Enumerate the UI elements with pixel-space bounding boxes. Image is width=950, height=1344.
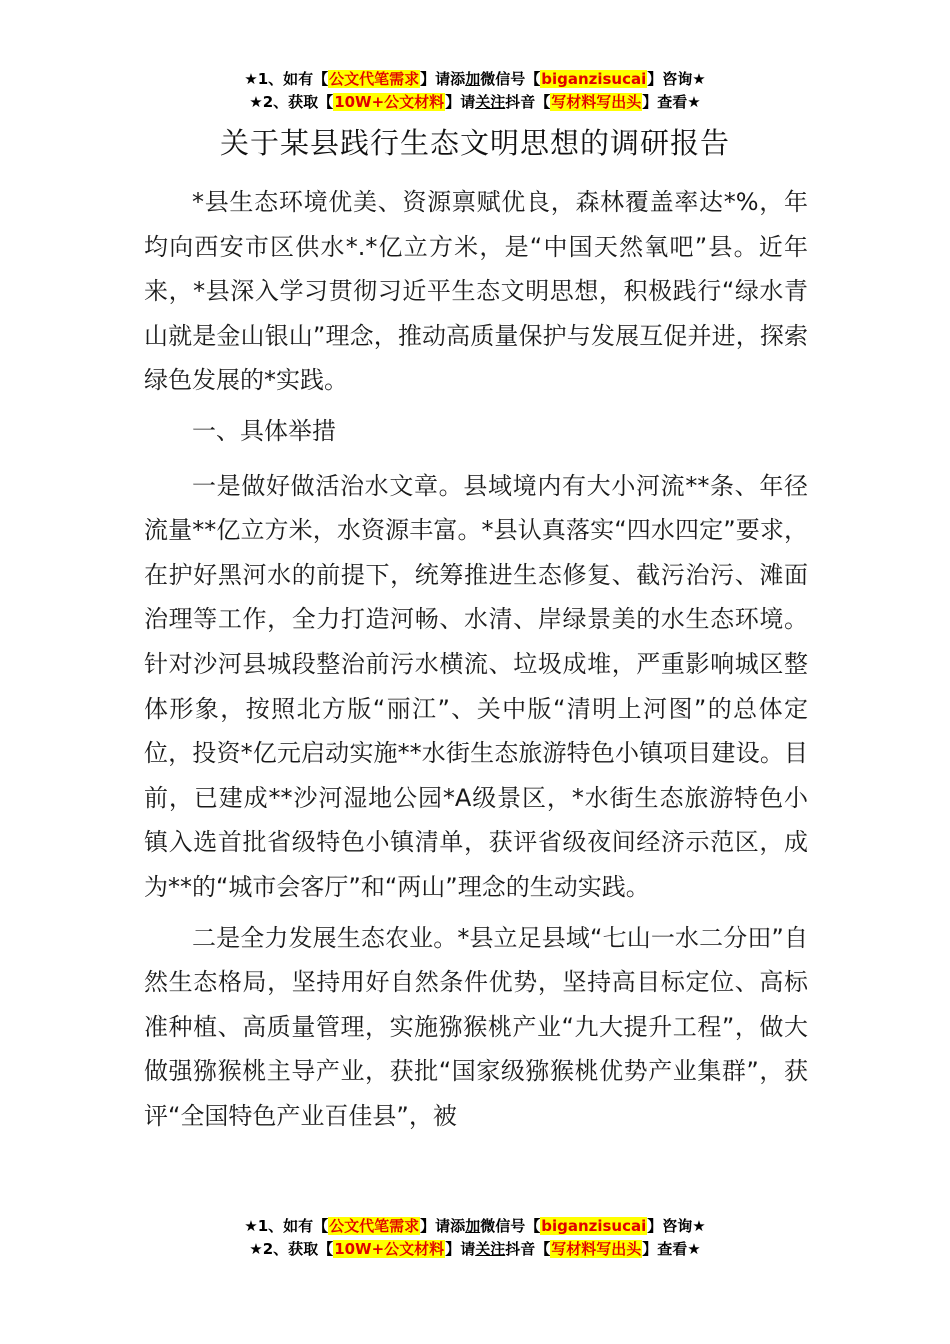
banner-text: ★2、获取【 bbox=[249, 1240, 334, 1258]
banner-text: 】查看★ bbox=[642, 1240, 701, 1258]
banner-line-2 bbox=[0, 91, 950, 114]
banner-highlight: 写材料写出头 bbox=[551, 1240, 642, 1258]
banner-highlight: 公文代笔需求 bbox=[329, 1217, 420, 1235]
banner-highlight: biganzisucai bbox=[541, 1217, 647, 1235]
banner-highlight: 写材料写出头 bbox=[551, 93, 642, 111]
paragraph-intro: *县生态环境优美、资源禀赋优良，森林覆盖率达*%，年均向西安市区供水*.*亿立方米，是“中国天然氧吧”县。近年来，*县深入学习贯彻习近平生态文明思想，积极践行“绿水青山就是金山银山”理念，推动高质量保护与发展互促并进，探索绿色发展的*实践。 bbox=[144, 188, 808, 395]
banner-text: 】请 bbox=[445, 93, 476, 111]
footer-banner bbox=[0, 1215, 950, 1261]
banner-text: ★1、如有【 bbox=[244, 70, 329, 88]
banner-text: 抖音【 bbox=[505, 93, 551, 111]
paragraph-measure-1: 一是做好做活治水文章。县域境内有大小河流**条、年径流量**亿立方米，水资源丰富。*县认真落实“四水四定”要求，在护好黑河水的前提下，统筹推进生态修复、截污治污、滩面治理等工作，全力打造河畅、水清、岸绿景美的水生态环境。针对沙河县城段整治前污水横流、垃圾成堆，严重影响城区整体形象，按照北方版“丽江”、关中版“清明上河图”的总体定位，投资*亿元启动实施**水街生态旅游特色小镇项目建设。目前，已建成**沙河湿地公园*A级景区，*水街生态旅游特色小镇入选首批省级特色小镇清单，获评省级夜间经济示范区，成为**的“城市会客厅”和“两山”理念的生动实践。 bbox=[144, 471, 808, 901]
banner-text: 】请 bbox=[445, 1240, 476, 1258]
banner-line-1 bbox=[0, 1215, 950, 1238]
banner-text: 】咨询★ bbox=[647, 70, 706, 88]
banner-text: 微信号【 bbox=[480, 1217, 541, 1235]
section-heading: 一、具体举措 bbox=[192, 416, 336, 445]
document-body bbox=[144, 180, 808, 1144]
banner-text: ★1、如有【 bbox=[244, 1217, 329, 1235]
banner-text: 】请添 bbox=[420, 70, 466, 88]
banner-text: 】请添 bbox=[420, 1217, 466, 1235]
banner-highlight: 10W+公文材料 bbox=[334, 1240, 445, 1258]
banner-underlined: 加 bbox=[465, 1217, 481, 1235]
banner-line-2 bbox=[0, 1238, 950, 1261]
banner-underlined: 关注 bbox=[475, 93, 506, 111]
banner-highlight: 公文代笔需求 bbox=[329, 70, 420, 88]
banner-underlined: 加 bbox=[465, 70, 481, 88]
banner-text: 抖音【 bbox=[505, 1240, 551, 1258]
paragraph-measure-2: 二是全力发展生态农业。*县立足县域“七山一水二分田”自然生态格局，坚持用好自然条件优势，坚持高目标定位、高标准种植、高质量管理，实施猕猴桃产业“九大提升工程”，做大做强猕猴桃主导产业，获批“国家级猕猴桃优势产业集群”，获评“全国特色产业百佳县”，被 bbox=[144, 923, 808, 1130]
banner-text: ★2、获取【 bbox=[249, 93, 334, 111]
banner-text: 微信号【 bbox=[480, 70, 541, 88]
banner-line-1 bbox=[0, 68, 950, 91]
banner-text: 】咨询★ bbox=[647, 1217, 706, 1235]
banner-underlined: 关注 bbox=[475, 1240, 506, 1258]
document-title: 关于某县践行生态文明思想的调研报告 bbox=[219, 126, 730, 160]
banner-text: 】查看★ bbox=[642, 93, 701, 111]
banner-highlight: biganzisucai bbox=[541, 70, 647, 88]
header-banner bbox=[0, 68, 950, 114]
banner-highlight: 10W+公文材料 bbox=[334, 93, 445, 111]
